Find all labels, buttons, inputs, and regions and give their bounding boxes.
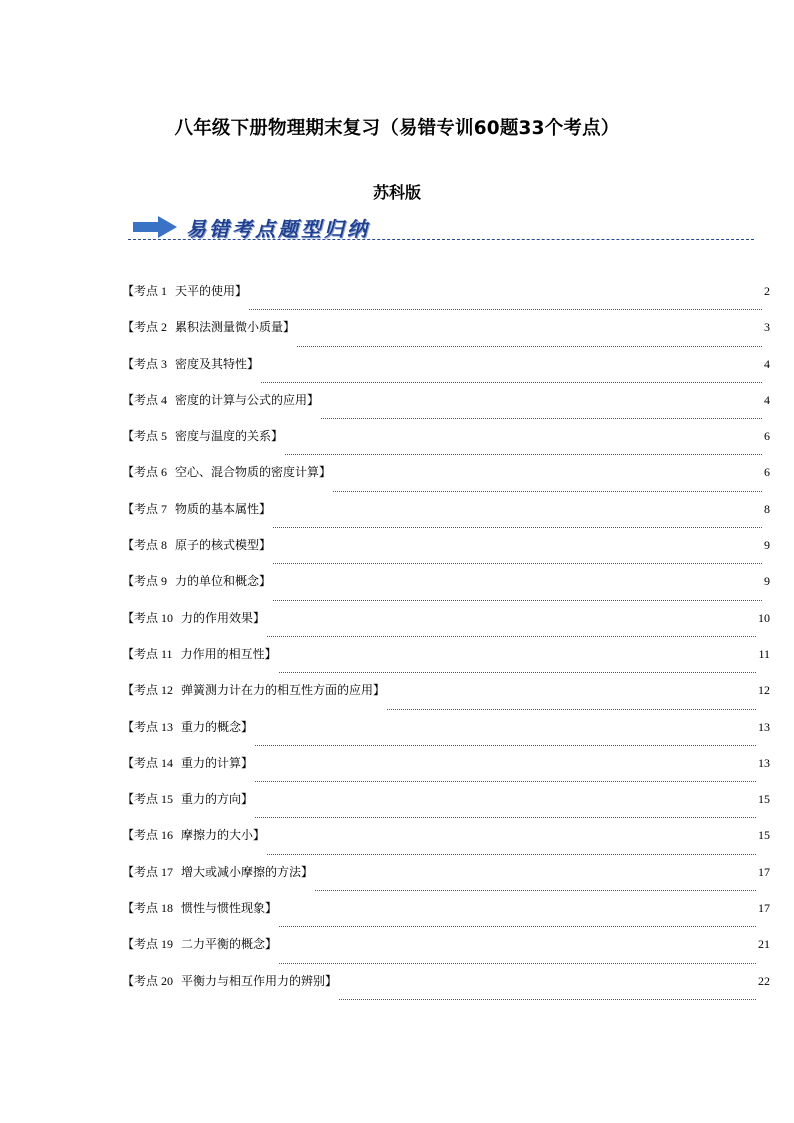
- toc-leader-dots: [267, 636, 756, 637]
- toc-entry-page: 10: [758, 610, 770, 625]
- toc-entry-label: [122, 935, 277, 952]
- toc-entry-page: 13: [758, 719, 770, 734]
- toc-entry-topic: 空心、混合物质的密度计算】: [175, 465, 332, 480]
- toc-entry-topic: 平衡力与相互作用力的辨别】: [181, 973, 338, 988]
- toc-entry-page: 4: [764, 356, 770, 371]
- toc-entry-label: [122, 282, 247, 299]
- toc-entry-label: [122, 681, 385, 698]
- toc-entry[interactable]: [122, 718, 770, 754]
- toc-entry-label: [122, 790, 253, 807]
- right-arrow-icon: [133, 216, 177, 238]
- toc-entry[interactable]: [122, 391, 770, 427]
- toc-entry[interactable]: [122, 536, 770, 572]
- toc-entry-topic: 重力的概念】: [181, 719, 254, 734]
- toc-entry-label: [122, 972, 337, 989]
- toc-entry-topic: 天平的使用】: [175, 284, 248, 298]
- toc-entry-prefix: 【考点 2: [122, 320, 168, 335]
- section-banner: [128, 210, 754, 246]
- toc-entry-prefix: 【考点 15: [122, 792, 174, 807]
- toc-entry-page: 2: [764, 284, 770, 298]
- toc-entry[interactable]: [122, 754, 770, 790]
- toc-entry-label: [122, 863, 313, 880]
- toc-entry[interactable]: [122, 572, 770, 608]
- toc-entry[interactable]: [122, 355, 770, 391]
- toc-entry[interactable]: [122, 282, 770, 318]
- toc-entry-label: [122, 754, 253, 771]
- toc-entry-prefix: 【考点 13: [122, 719, 174, 734]
- toc-entry-page: 22: [758, 973, 770, 988]
- toc-leader-dots: [255, 745, 756, 746]
- toc-entry[interactable]: [122, 427, 770, 463]
- toc-entry-topic: 力的单位和概念】: [175, 574, 272, 589]
- toc-entry-page: 8: [764, 501, 770, 516]
- toc-entry-topic: 二力平衡的概念】: [181, 937, 278, 952]
- toc-entry-label: [122, 645, 277, 662]
- banner-divider: [128, 239, 754, 240]
- toc-entry[interactable]: [122, 463, 770, 499]
- toc-entry[interactable]: [122, 500, 770, 536]
- toc-leader-dots: [279, 963, 756, 964]
- toc-leader-dots: [249, 309, 762, 310]
- toc-entry-topic: 重力的计算】: [181, 755, 254, 770]
- toc-entry[interactable]: [122, 609, 770, 645]
- toc-leader-dots: [333, 491, 762, 492]
- toc-entry-label: [122, 609, 265, 626]
- toc-entry-prefix: 【考点 17: [122, 864, 174, 879]
- toc-entry-topic: 密度与温度的关系】: [175, 429, 284, 444]
- toc-entry[interactable]: [122, 972, 770, 1008]
- toc-entry-prefix: 【考点 18: [122, 901, 174, 916]
- toc-leader-dots: [261, 382, 762, 383]
- toc-leader-dots: [387, 709, 756, 710]
- toc-entry-label: [122, 500, 271, 517]
- toc-entry-page: 13: [758, 755, 770, 770]
- toc-entry-page: 6: [764, 429, 770, 444]
- toc-entry-label: [122, 718, 253, 735]
- toc-leader-dots: [321, 418, 762, 419]
- document-title: 八年级下册物理期末复习（易错专训60题33个考点）: [174, 118, 620, 139]
- toc-entry-topic: 物质的基本属性】: [175, 501, 272, 516]
- toc-entry-page: 15: [758, 828, 770, 843]
- toc-entry-topic: 增大或减小摩擦的方法】: [181, 864, 314, 879]
- toc-entry-label: [122, 536, 271, 553]
- toc-entry-topic: 力作用的相互性】: [180, 646, 277, 661]
- toc-entry-label: [122, 826, 265, 843]
- toc-entry-topic: 重力的方向】: [181, 792, 254, 807]
- toc-entry[interactable]: [122, 318, 770, 354]
- toc-entry-topic: 弹簧测力计在力的相互性方面的应用】: [181, 683, 386, 698]
- toc-entry-page: 9: [764, 538, 770, 553]
- toc-entry-label: [122, 427, 283, 444]
- toc-entry-page: 3: [764, 320, 770, 335]
- toc-entry-page: 6: [764, 465, 770, 480]
- toc-entry-label: [122, 391, 319, 408]
- toc-entry-prefix: 【考点 5: [122, 429, 168, 444]
- toc-leader-dots: [279, 672, 757, 673]
- toc-entry-topic: 摩擦力的大小】: [181, 828, 266, 843]
- toc-entry-page: 17: [758, 864, 770, 879]
- toc-leader-dots: [255, 817, 756, 818]
- toc-leader-dots: [255, 781, 756, 782]
- toc-entry-label: [122, 355, 259, 372]
- toc-entry-label: [122, 899, 277, 916]
- toc-entry-topic: 密度的计算与公式的应用】: [175, 392, 320, 407]
- toc-leader-dots: [339, 999, 756, 1000]
- table-of-contents: [122, 282, 770, 1008]
- toc-entry-prefix: 【考点 10: [122, 610, 174, 625]
- toc-leader-dots: [285, 454, 762, 455]
- section-banner-title: 易错考点题型归纳: [186, 217, 370, 241]
- toc-entry-label: [122, 572, 271, 589]
- toc-entry-label: [122, 318, 295, 335]
- toc-entry-page: 15: [758, 792, 770, 807]
- toc-entry-prefix: 【考点 19: [122, 937, 174, 952]
- toc-entry[interactable]: [122, 790, 770, 826]
- toc-leader-dots: [273, 563, 762, 564]
- toc-leader-dots: [273, 527, 762, 528]
- toc-entry-prefix: 【考点 11: [122, 646, 173, 661]
- toc-leader-dots: [315, 890, 756, 891]
- toc-entry[interactable]: [122, 899, 770, 935]
- toc-entry-page: 21: [758, 937, 770, 952]
- toc-entry[interactable]: [122, 826, 770, 862]
- toc-entry-page: 17: [758, 901, 770, 916]
- toc-entry-prefix: 【考点 20: [122, 973, 174, 988]
- toc-entry-prefix: 【考点 8: [122, 538, 168, 553]
- toc-entry-topic: 力的作用效果】: [181, 610, 266, 625]
- toc-entry[interactable]: [122, 935, 770, 971]
- toc-leader-dots: [297, 346, 762, 347]
- toc-entry-prefix: 【考点 4: [122, 392, 168, 407]
- toc-entry[interactable]: [122, 863, 770, 899]
- toc-entry-topic: 累积法测量微小质量】: [175, 320, 296, 335]
- toc-entry-prefix: 【考点 6: [122, 465, 168, 480]
- toc-entry-page: 4: [764, 392, 770, 407]
- toc-leader-dots: [267, 854, 756, 855]
- toc-leader-dots: [273, 600, 762, 601]
- toc-entry-label: [122, 463, 331, 480]
- toc-entry-page: 12: [758, 683, 770, 698]
- toc-entry-topic: 密度及其特性】: [175, 356, 260, 371]
- toc-entry-prefix: 【考点 14: [122, 755, 174, 770]
- toc-entry-prefix: 【考点 7: [122, 501, 168, 516]
- toc-entry-page: 11: [758, 646, 770, 661]
- toc-entry-prefix: 【考点 12: [122, 683, 174, 698]
- toc-entry-topic: 原子的核式模型】: [175, 538, 272, 553]
- document-subtitle: 苏科版: [372, 183, 421, 202]
- toc-entry-prefix: 【考点 3: [122, 356, 168, 371]
- toc-entry-prefix: 【考点 16: [122, 828, 174, 843]
- toc-entry-topic: 惯性与惯性现象】: [181, 901, 278, 916]
- toc-entry-prefix: 【考点 9: [122, 574, 168, 589]
- toc-entry[interactable]: [122, 645, 770, 681]
- toc-entry-page: 9: [764, 574, 770, 589]
- toc-leader-dots: [279, 926, 756, 927]
- toc-entry-prefix: 【考点 1: [122, 284, 168, 298]
- toc-entry[interactable]: [122, 681, 770, 717]
